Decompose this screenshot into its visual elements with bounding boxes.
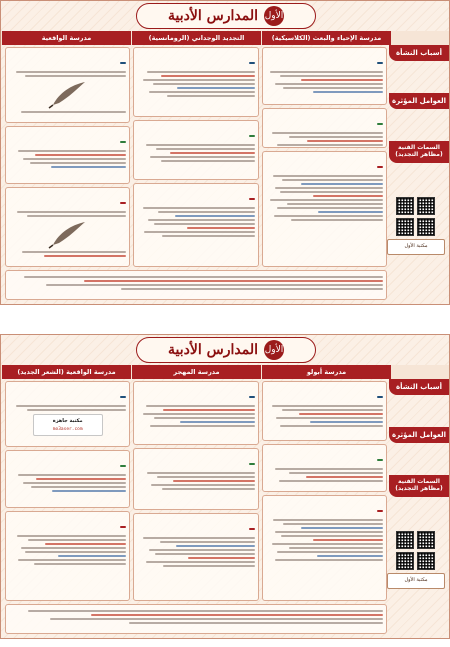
sheet-title: المدارس الأدبية bbox=[168, 8, 258, 24]
text-block bbox=[133, 47, 258, 117]
tab-spacer bbox=[391, 365, 450, 379]
block-label bbox=[120, 62, 126, 64]
footer-notes bbox=[5, 270, 387, 300]
content-columns bbox=[5, 381, 387, 603]
content-column bbox=[133, 47, 258, 269]
block-label bbox=[377, 396, 383, 398]
block-label bbox=[377, 459, 383, 461]
block-label bbox=[249, 396, 255, 398]
sheet-title: المدارس الأدبية bbox=[168, 342, 258, 358]
quill-pen-icon bbox=[45, 79, 91, 109]
sheet-header bbox=[1, 1, 450, 31]
side-tab-origins: أسباب النشأة bbox=[389, 379, 449, 395]
block-label bbox=[249, 198, 255, 200]
title-ribbon bbox=[136, 3, 316, 29]
column-header-3: مدرسة الواقعية (الشعر الجديد) bbox=[1, 365, 131, 379]
qr-code-icon[interactable] bbox=[396, 531, 414, 549]
qr-code-area bbox=[385, 197, 445, 255]
text-block bbox=[262, 151, 387, 267]
block-label bbox=[249, 463, 255, 465]
side-tabs bbox=[389, 45, 449, 195]
brand-emblem: الأول bbox=[264, 340, 284, 360]
block-label bbox=[377, 166, 383, 168]
text-block bbox=[262, 495, 387, 601]
content-column bbox=[133, 381, 258, 603]
text-block bbox=[133, 513, 258, 601]
qr-code-icon[interactable] bbox=[396, 218, 414, 236]
text-block bbox=[133, 381, 258, 445]
side-tab-factors: العوامل المؤثرة bbox=[389, 427, 449, 443]
brand-emblem: الأول bbox=[264, 6, 284, 26]
side-tab-factors: العوامل المؤثرة bbox=[389, 93, 449, 109]
block-label bbox=[120, 202, 126, 204]
block-label bbox=[120, 465, 126, 467]
side-tab-origins: أسباب النشأة bbox=[389, 45, 449, 61]
column-header-1: مدرسة الإحياء والبعث (الكلاسيكية) bbox=[261, 31, 391, 45]
qr-code-icon[interactable] bbox=[396, 552, 414, 570]
qr-code-icon[interactable] bbox=[396, 197, 414, 215]
qr-code-icon[interactable] bbox=[417, 531, 435, 549]
text-block bbox=[5, 511, 130, 601]
side-tabs bbox=[389, 379, 449, 529]
block-label bbox=[377, 123, 383, 125]
block-label bbox=[249, 62, 255, 64]
block-label bbox=[120, 141, 126, 143]
qr-code-icon[interactable] bbox=[417, 197, 435, 215]
title-ribbon bbox=[136, 337, 316, 363]
text-block bbox=[5, 47, 130, 123]
block-label bbox=[249, 135, 255, 137]
content-column bbox=[5, 47, 130, 269]
column-header-3: مدرسة الواقعية bbox=[1, 31, 131, 45]
top-summary-sheet bbox=[0, 0, 450, 305]
tab-spacer bbox=[391, 31, 450, 45]
text-block bbox=[133, 183, 258, 267]
website-badge[interactable] bbox=[33, 414, 103, 436]
qr-code-icon[interactable] bbox=[417, 552, 435, 570]
block-label bbox=[249, 528, 255, 530]
publisher-logo: مكتبة الأول bbox=[387, 573, 445, 589]
website-name: مكتبة جاهزة bbox=[52, 418, 83, 424]
content-column bbox=[262, 381, 387, 603]
bottom-summary-sheet bbox=[0, 334, 450, 639]
text-block bbox=[262, 381, 387, 441]
text-block bbox=[262, 444, 387, 492]
text-block bbox=[5, 450, 130, 508]
content-column bbox=[262, 47, 387, 269]
sheet-header bbox=[1, 335, 450, 365]
text-block bbox=[262, 47, 387, 105]
column-header-2: مدرسة المهجر bbox=[131, 365, 261, 379]
block-label bbox=[377, 510, 383, 512]
page-gap bbox=[0, 305, 450, 334]
side-tab-features: السمات الفنية (مظاهر التجديد) bbox=[389, 475, 449, 497]
column-header-1: مدرسة أبولو bbox=[261, 365, 391, 379]
text-block bbox=[262, 108, 387, 148]
column-headers bbox=[1, 31, 450, 45]
qr-code-icon[interactable] bbox=[417, 218, 435, 236]
block-label bbox=[120, 526, 126, 528]
text-block bbox=[133, 120, 258, 180]
column-header-2: التجديد الوجداني (الرومانسية) bbox=[131, 31, 261, 45]
footer-notes bbox=[5, 604, 387, 634]
content-column bbox=[5, 381, 130, 603]
website-url[interactable]: mo3aser.com bbox=[52, 427, 83, 432]
text-block bbox=[5, 381, 130, 447]
text-block bbox=[5, 187, 130, 267]
block-label bbox=[377, 62, 383, 64]
qr-code-area bbox=[385, 531, 445, 589]
side-tab-features: السمات الفنية (مظاهر التجديد) bbox=[389, 141, 449, 163]
column-headers bbox=[1, 365, 450, 379]
block-label bbox=[120, 396, 126, 398]
text-block bbox=[133, 448, 258, 510]
quill-pen-icon bbox=[45, 219, 91, 249]
publisher-logo: مكتبة الأول bbox=[387, 239, 445, 255]
content-columns bbox=[5, 47, 387, 269]
text-block bbox=[5, 126, 130, 184]
